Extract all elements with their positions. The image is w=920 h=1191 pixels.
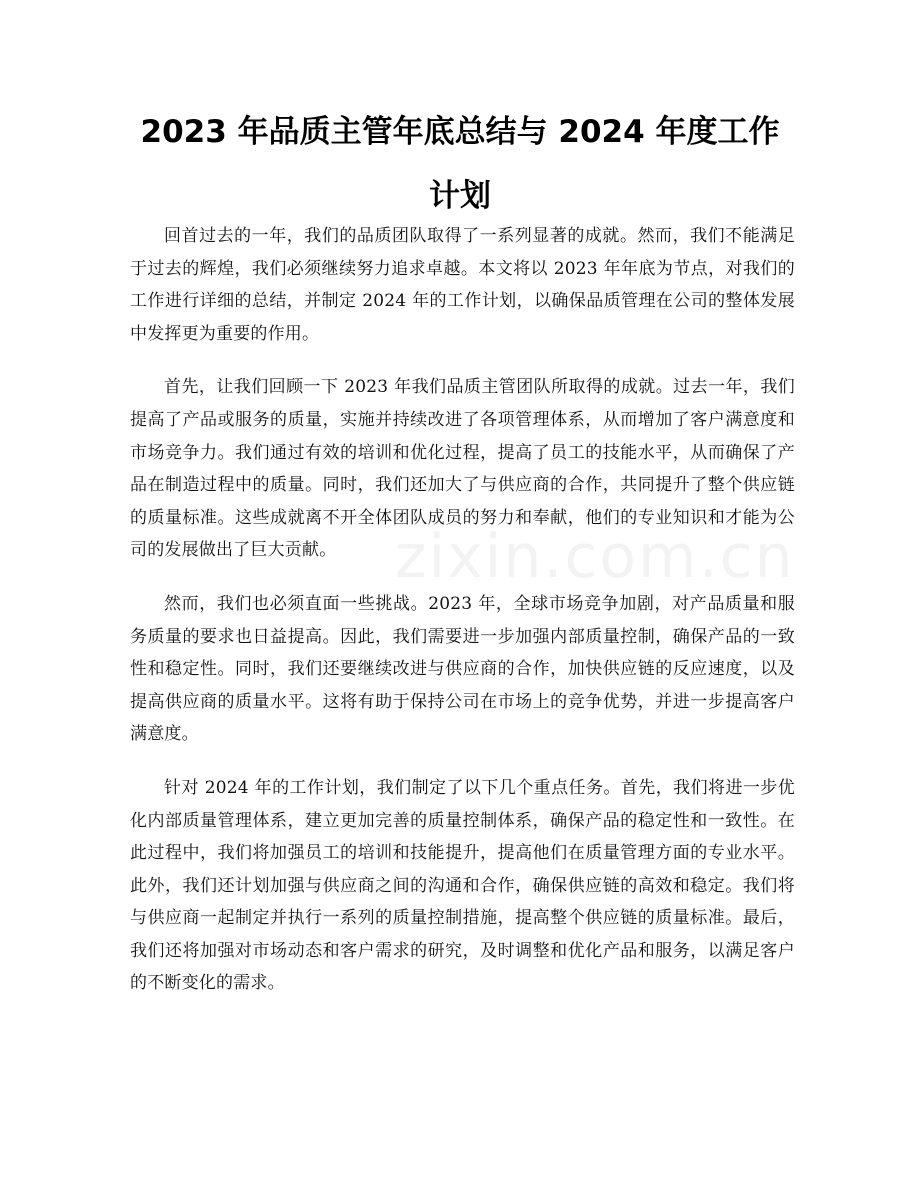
document-title: 2023 年品质主管年底总结与 2024 年度工作计划 [140, 114, 780, 214]
watermark: zixin.com.cn [395, 522, 795, 592]
paragraph-plan: 针对 2024 年的工作计划，我们制定了以下几个重点任务。首先，我们将进一步优化内部质量管理体系，建立更加完善的质量控制体系，确保产品的稳定性和一致性。在此过程中，我们将加强员工的培训和技能提升，提高他们在质量管理方面的专业水平。此外，我们还计划加强与供应商之间的沟通和合作，确保供应链的高效和稳定。我们将与供应商一起制定并执行一系列的质量控制措施，提高整个供应链的质量标准。最后，我们还将加强对市场动态和客户需求的研究，及时调整和优化产品和服务，以满足客户的不断变化的需求。 [130, 777, 795, 994]
document-body [130, 220, 795, 1021]
paragraph-intro: 回首过去的一年，我们的品质团队取得了一系列显著的成就。然而，我们不能满足于过去的辉煌，我们必须继续努力追求卓越。本文将以 2023 年年底为节点，对我们的工作进行详细的总结，并制定 2024 年的工作计划，以确保品质管理在公司的整体发展中发挥更为重要的作用。 [130, 226, 795, 344]
paragraph-challenges: 然而，我们也必须直面一些挑战。2023 年，全球市场竞争加剧，对产品质量和服务质量的要求也日益提高。因此，我们需要进一步加强内部质量控制，确保产品的一致性和稳定性。同时，我们还要继续改进与供应商的合作，加快供应链的反应速度，以及提高供应商的质量水平。这将有助于保持公司在市场上的竞争优势，并进一步提高客户满意度。 [130, 593, 795, 745]
paragraph-achievements: 首先，让我们回顾一下 2023 年我们品质主管团队所取得的成就。过去一年，我们提高了产品或服务的质量，实施并持续改进了各项管理体系，从而增加了客户满意度和市场竞争力。我们通过有效的培训和优化过程，提高了员工的技能水平，从而确保了产品在制造过程中的质量。同时，我们还加大了与供应商的合作，共同提升了整个供应链的质量标准。这些成就离不开全体团队成员的努力和奉献，他们的专业知识和才能为公司的发展做出了巨大贡献。 [130, 377, 795, 561]
